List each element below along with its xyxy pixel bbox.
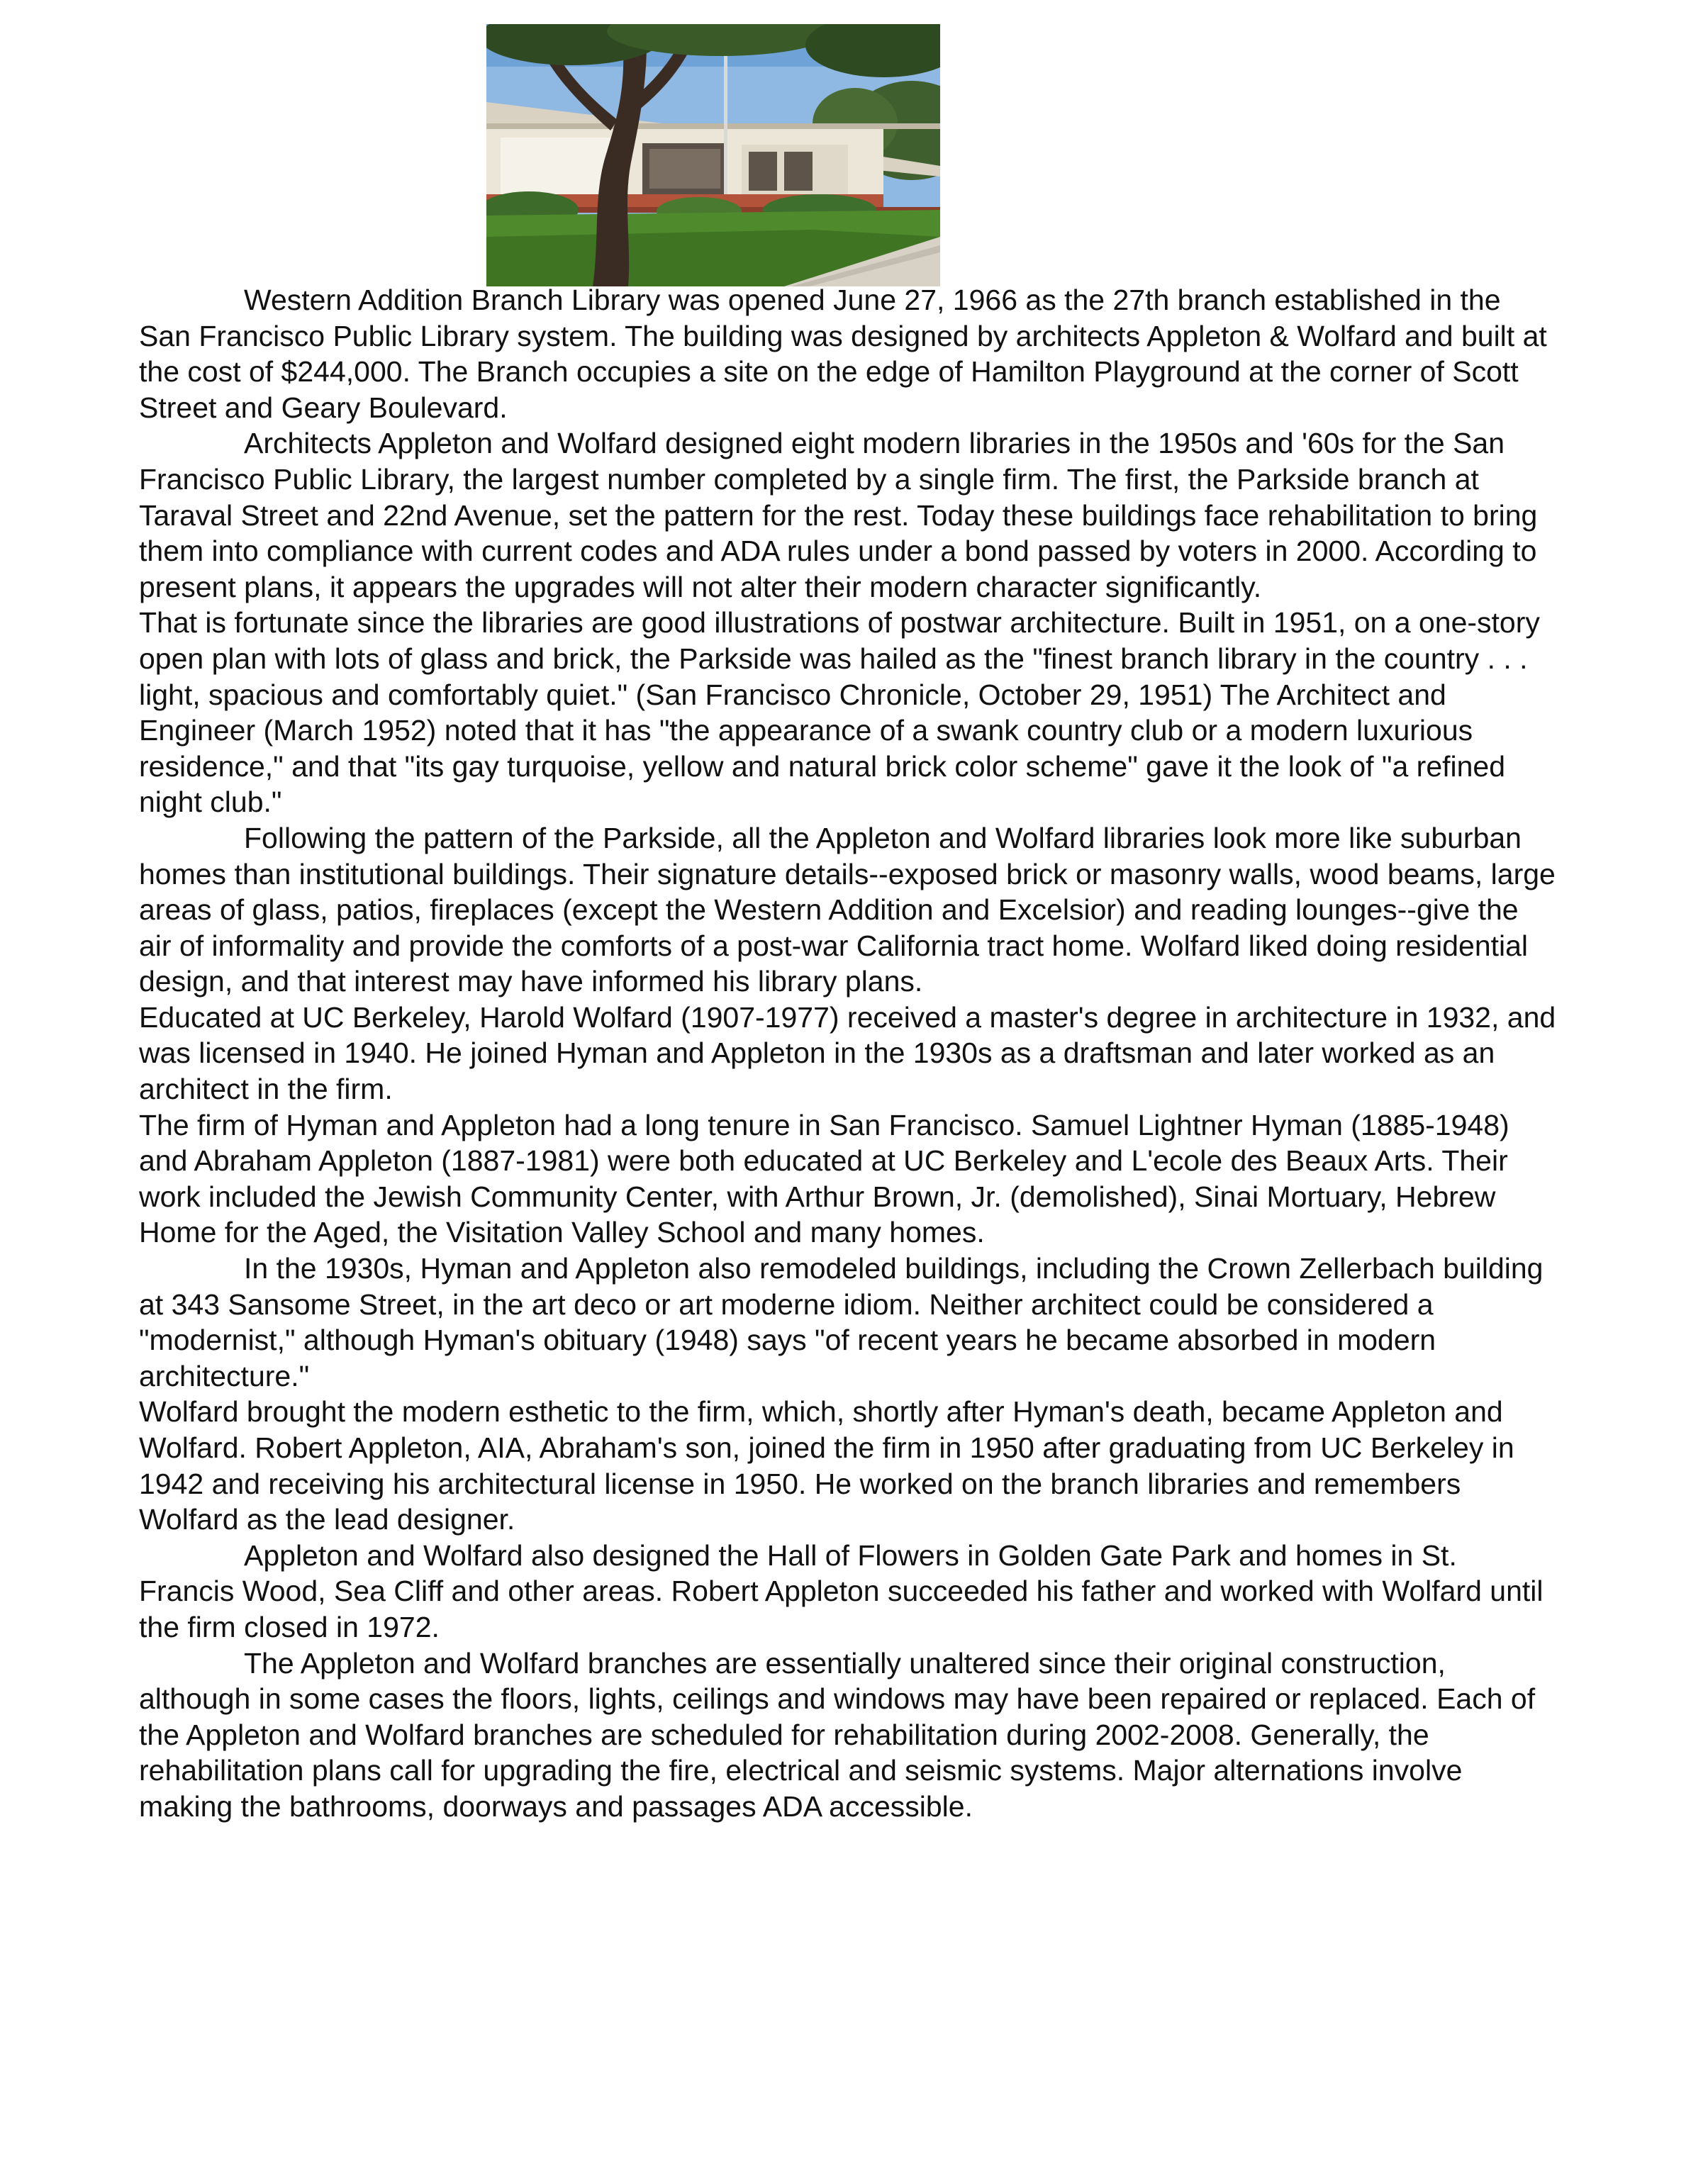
paragraph: Appleton and Wolfard also designed the Hall of Flowers in Golden Gate Park and homes in St. Francis Wood, Sea Cliff and other areas. Robert Appleton succeeded his father and worked with Wolfard until the firm closed in 1972. xyxy=(139,1538,1544,1643)
paragraph: Wolfard brought the modern esthetic to the firm, which, shortly after Hyman's death, became Appleton and Wolfard. Robert Appleton, AIA, Abraham's son, joined the firm in 1950 after graduating from UC Berkeley in 1942 and receiving his architectural license in 1950. He worked on the branch libraries and remembers Wolfard as the lead designer. xyxy=(139,1395,1514,1536)
paragraph: Architects Appleton and Wolfard designed eight modern libraries in the 1950s and '60s for the San Francisco Public Library, the largest number completed by a single firm. The first, the Parkside branch at Taraval Street and 22nd Avenue, set the pattern for the rest. Today these buildings face rehabilitation to bring them into compliance with current codes and ADA rules under a bond passed by voters in 2000. According to present plans, it appears the upgrades will not alter their modern character significantly. xyxy=(139,427,1538,603)
paragraph: The firm of Hyman and Appleton had a long tenure in San Francisco. Samuel Lightner Hyman (1885-1948) and Abraham Appleton (1887-1981) were both educated at UC Berkeley and L'ecole des Beaux Arts. Their work included the Jewish Community Center, with Arthur Brown, Jr. (demolished), Sinai Mortuary, Hebrew Home for the Aged, the Visitation Valley School and many homes. xyxy=(139,1108,1509,1249)
paragraph: Following the pattern of the Parkside, all the Appleton and Wolfard libraries look more like suburban homes than institutional buildings. Their signature details--exposed brick or masonry walls, wood beams, large areas of glass, patios, fireplaces (except the Western Addition and Excelsior) and reading lounges--give the air of informality and provide the comforts of a post-war California tract home. Wolfard liked doing residential design, and that interest may have informed his library plans. xyxy=(139,821,1556,998)
article-body xyxy=(139,282,1557,1825)
paragraph: In the 1930s, Hyman and Appleton also remodeled buildings, including the Crown Zellerbach building at 343 Sansome Street, in the art deco or art moderne idiom. Neither architect could be considered a "modernist," although Hyman's obituary (1948) says "of recent years he became absorbed in modern architecture." xyxy=(139,1252,1544,1392)
library-photo xyxy=(486,24,940,286)
paragraph: The Appleton and Wolfard branches are essentially unaltered since their original construction, although in some cases the floors, lights, ceilings and windows may have been repaired or replaced. Each of the Appleton and Wolfard branches are scheduled for rehabilitation during 2002-2008. Generally, the rehabilitation plans call for upgrading the fire, electrical and seismic systems. Major alternations involve making the bathrooms, doorways and passages ADA accessible. xyxy=(139,1646,1536,1823)
paragraph: That is fortunate since the libraries are good illustrations of postwar architecture. Built in 1951, on a one-story open plan with lots of glass and brick, the Parkside was hailed as the "finest branch library in the country . . . light, spacious and comfortably quiet." (San Francisco Chronicle, October 29, 1951) The Architect and Engineer (March 1952) noted that it has "the appearance of a swank country club or a modern luxurious residence," and that "its gay turquoise, yellow and natural brick color scheme" gave it the look of "a refined night club." xyxy=(139,606,1540,819)
library-photo-illustration xyxy=(486,24,940,286)
paragraph: Educated at UC Berkeley, Harold Wolfard (1907-1977) received a master's degree in architecture in 1932, and was licensed in 1940. He joined Hyman and Appleton in the 1930s as a draftsman and later worked as an architect in the firm. xyxy=(139,1000,1556,1106)
paragraph: Western Addition Branch Library was opened June 27, 1966 as the 27th branch established in the San Francisco Public Library system. The building was designed by architects Appleton & Wolfard and built at the cost of $244,000. The Branch occupies a site on the edge of Hamilton Playground at the corner of Scott Street and Geary Boulevard. xyxy=(139,284,1547,424)
